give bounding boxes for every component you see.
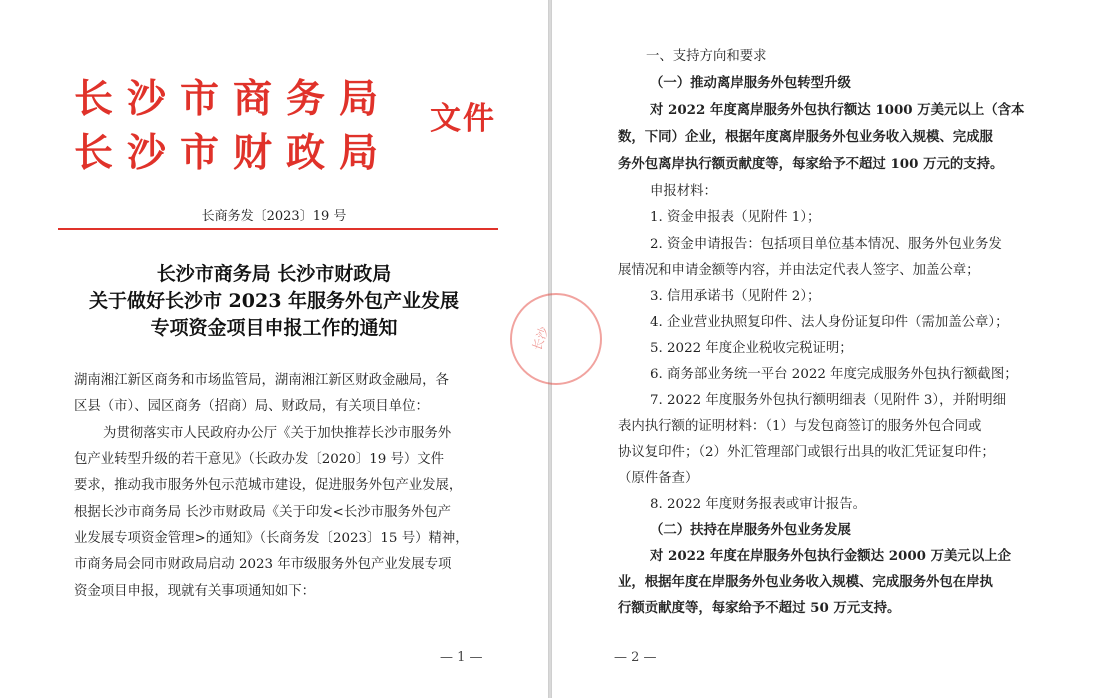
- page-number: — 1 —: [440, 650, 483, 665]
- body-line: 区县（市）、园区商务（招商）局、财政局，有关项目单位：: [74, 399, 429, 414]
- body-line: 要求，推动我市服务外包示范城市建设，促进服务外包产业发展，: [74, 478, 463, 493]
- notice-title-line: 长沙市商务局 长沙市财政局: [156, 263, 392, 285]
- body-line: 业发展专项资金管理>的通知》（长商务发〔2023〕15 号）精神，: [74, 531, 469, 546]
- body-line: 为贯彻落实市人民政府办公厅《关于加快推荐长沙市服务外: [103, 426, 452, 441]
- body-line: 行额贡献度等，每家给予不超过 50 万元支持。: [618, 600, 901, 616]
- body-line: 申报材料：: [650, 184, 717, 199]
- body-line: 资金项目申报，现就有关事项通知如下：: [74, 584, 316, 599]
- body-line: （原件备查）: [618, 471, 699, 486]
- notice-title-line: 专项资金项目申报工作的通知: [150, 317, 398, 339]
- list-item: 7. 2022 年度服务外包执行额明细表（见附件 3），并附明细: [650, 393, 1007, 408]
- official-seal-text: 长沙: [529, 324, 552, 353]
- subsection-heading: （二）扶持在岸服务外包业务发展: [650, 522, 851, 538]
- body-line: 对 2022 年度在岸服务外包执行金额达 2000 万美元以上企: [650, 548, 1011, 564]
- body-line: 对 2022 年度离岸服务外包执行额达 1000 万美元以上（含本: [650, 102, 1025, 118]
- list-item: 8. 2022 年度财务报表或审计报告。: [650, 497, 867, 512]
- left-page: [0, 0, 549, 698]
- body-line: 根据长沙市商务局 长沙市财政局《关于印发<长沙市服务外包产: [74, 505, 452, 520]
- right-page: [551, 0, 1101, 698]
- document-word: 文件: [430, 101, 496, 137]
- list-item: 3. 信用承诺书（见附件 2）；: [650, 289, 821, 304]
- list-item: 6. 商务部业务统一平台 2022 年度完成服务外包执行额截图；: [650, 367, 1018, 382]
- body-line: 表内执行额的证明材料：（1）与发包商签订的服务外包合同或: [618, 419, 982, 434]
- issuing-agency-commerce: 长沙市商务局: [74, 76, 393, 122]
- list-item: 1. 资金申报表（见附件 1）；: [650, 210, 821, 225]
- body-line: 湖南湘江新区商务和市场监管局，湖南湘江新区财政金融局，各: [74, 373, 449, 388]
- body-line: 市商务局会同市财政局启动 2023 年市级服务外包产业发展专项: [74, 557, 452, 572]
- body-line: 包产业转型升级的若干意见》（长政办发〔2020〕19 号）文件: [74, 452, 445, 467]
- body-line: 数，下同）企业，根据年度离岸服务外包业务收入规模、完成服: [618, 129, 993, 145]
- body-line: 务外包离岸执行额贡献度等，每家给予不超过 100 万元的支持。: [618, 156, 1004, 172]
- body-line: 协议复印件；（2）外汇管理部门或银行出具的收汇凭证复印件；: [618, 445, 995, 460]
- subsection-heading: （一）推动离岸服务外包转型升级: [650, 75, 851, 91]
- list-item: 5. 2022 年度企业税收完税证明；: [650, 341, 853, 356]
- official-seal: [510, 293, 602, 385]
- body-line: 业，根据年度在岸服务外包业务收入规模、完成服务外包在岸执: [618, 574, 993, 590]
- section-heading: 一、支持方向和要求: [646, 49, 767, 64]
- body-line: 展情况和申请金额等内容，并由法定代表人签字、加盖公章；: [618, 263, 980, 278]
- issuing-agency-finance: 长沙市财政局: [74, 130, 393, 176]
- notice-title-line: 关于做好长沙市 2023 年服务外包产业发展: [88, 290, 460, 312]
- document-number: 长商务发〔2023〕19 号: [201, 209, 347, 224]
- red-divider: [58, 228, 498, 230]
- page-number: — 2 —: [614, 650, 657, 665]
- list-item: 4. 企业营业执照复印件、法人身份证复印件（需加盖公章）；: [650, 315, 1009, 330]
- list-item: 2. 资金申请报告：包括项目单位基本情况、服务外包业务发: [650, 237, 1002, 252]
